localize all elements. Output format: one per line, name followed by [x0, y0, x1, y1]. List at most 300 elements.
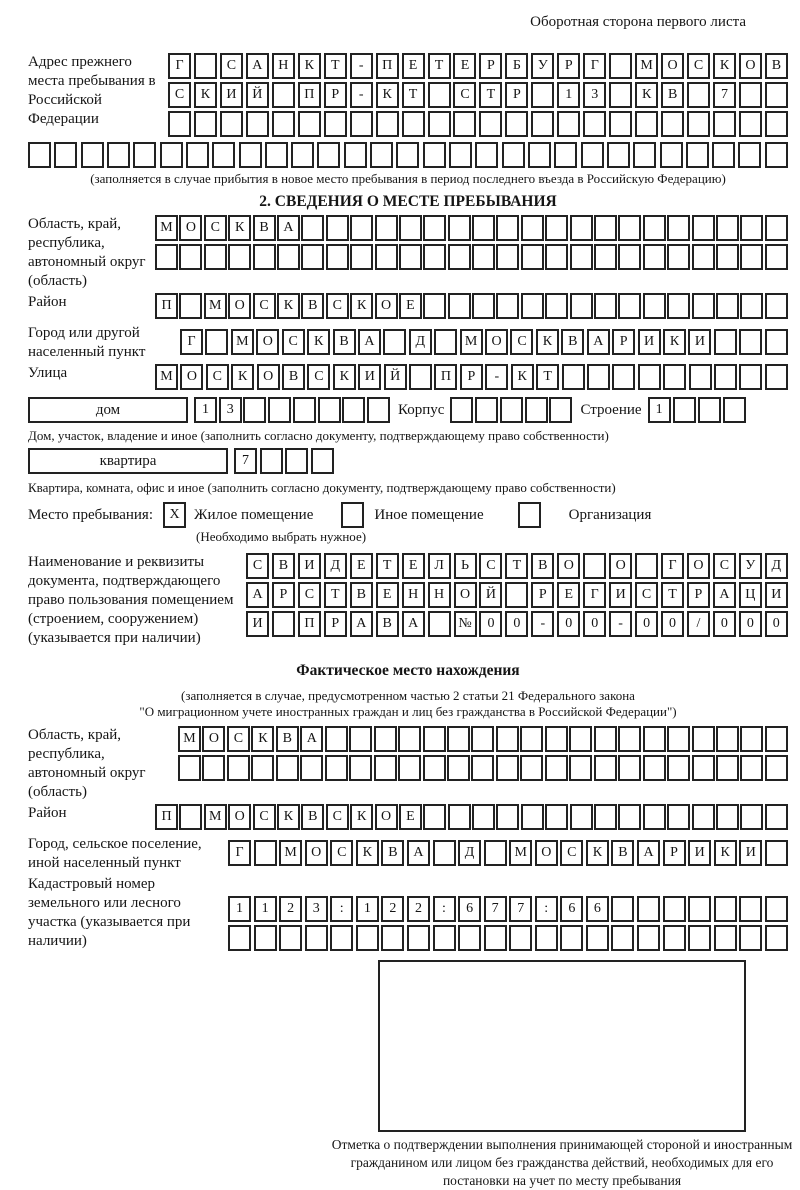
char-box[interactable]: Ь	[454, 553, 477, 579]
char-box[interactable]	[484, 840, 507, 866]
char-box[interactable]: -	[609, 611, 632, 637]
char-box[interactable]: С	[282, 329, 305, 355]
char-box[interactable]: О	[609, 553, 632, 579]
char-box[interactable]	[549, 397, 572, 423]
char-box[interactable]: М	[178, 726, 201, 752]
char-box[interactable]: С	[227, 726, 250, 752]
char-box[interactable]	[560, 925, 583, 951]
char-box[interactable]: /	[687, 611, 710, 637]
char-box[interactable]	[586, 925, 609, 951]
char-box[interactable]: О	[485, 329, 508, 355]
char-box[interactable]: В	[301, 293, 324, 319]
char-box[interactable]	[637, 925, 660, 951]
char-box[interactable]: 6	[560, 896, 583, 922]
char-box[interactable]: Е	[376, 582, 399, 608]
char-box[interactable]: К	[635, 82, 658, 108]
char-box[interactable]	[740, 244, 763, 270]
char-box[interactable]	[692, 755, 715, 781]
char-box[interactable]	[227, 755, 250, 781]
char-box[interactable]: К	[307, 329, 330, 355]
char-box[interactable]: О	[687, 553, 710, 579]
char-box[interactable]: 0	[739, 611, 762, 637]
char-box[interactable]: В	[276, 726, 299, 752]
char-box[interactable]: И	[739, 840, 762, 866]
char-box[interactable]: К	[356, 840, 379, 866]
char-box[interactable]: А	[713, 582, 736, 608]
char-box[interactable]: 7	[713, 82, 736, 108]
char-box[interactable]: Ц	[739, 582, 762, 608]
char-box[interactable]: :	[535, 896, 558, 922]
char-box[interactable]	[300, 755, 323, 781]
char-box[interactable]	[496, 726, 519, 752]
char-box[interactable]	[423, 215, 446, 241]
char-box[interactable]	[638, 364, 661, 390]
char-box[interactable]	[194, 111, 217, 137]
char-box[interactable]	[447, 726, 470, 752]
char-box[interactable]	[765, 329, 788, 355]
char-box[interactable]	[633, 142, 656, 168]
char-box[interactable]	[186, 142, 209, 168]
char-box[interactable]	[569, 755, 592, 781]
char-box[interactable]: А	[587, 329, 610, 355]
char-box[interactable]	[570, 215, 593, 241]
char-box[interactable]	[739, 925, 762, 951]
char-box[interactable]: В	[661, 82, 684, 108]
char-box[interactable]: С	[253, 293, 276, 319]
char-box[interactable]: Н	[402, 582, 425, 608]
char-box[interactable]: И	[765, 582, 788, 608]
char-box[interactable]: С	[298, 582, 321, 608]
char-box[interactable]: В	[282, 364, 305, 390]
char-box[interactable]	[687, 82, 710, 108]
char-box[interactable]	[254, 840, 277, 866]
char-box[interactable]: О	[257, 364, 280, 390]
char-box[interactable]	[433, 840, 456, 866]
char-box[interactable]: 0	[583, 611, 606, 637]
char-box[interactable]	[545, 755, 568, 781]
char-box[interactable]	[81, 142, 104, 168]
char-box[interactable]	[325, 755, 348, 781]
char-box[interactable]: М	[155, 215, 178, 241]
char-box[interactable]: Д	[765, 553, 788, 579]
char-box[interactable]	[618, 804, 641, 830]
char-box[interactable]: К	[376, 82, 399, 108]
char-box[interactable]	[723, 397, 746, 423]
stay-type-checkbox-other[interactable]	[341, 502, 364, 528]
char-box[interactable]	[349, 726, 372, 752]
char-box[interactable]	[545, 293, 568, 319]
char-box[interactable]	[326, 244, 349, 270]
char-box[interactable]: К	[333, 364, 356, 390]
char-box[interactable]	[317, 142, 340, 168]
char-box[interactable]	[265, 142, 288, 168]
char-box[interactable]: О	[228, 804, 251, 830]
char-box[interactable]	[765, 755, 788, 781]
char-box[interactable]: У	[531, 53, 554, 79]
char-box[interactable]: 0	[557, 611, 580, 637]
char-box[interactable]	[611, 925, 634, 951]
char-box[interactable]	[618, 755, 641, 781]
char-box[interactable]	[687, 111, 710, 137]
char-box[interactable]	[663, 925, 686, 951]
char-box[interactable]: Й	[246, 82, 269, 108]
char-box[interactable]: В	[765, 53, 788, 79]
char-box[interactable]: В	[253, 215, 276, 241]
char-box[interactable]: А	[246, 53, 269, 79]
char-box[interactable]: С	[453, 82, 476, 108]
char-box[interactable]: :	[433, 896, 456, 922]
char-box[interactable]	[692, 244, 715, 270]
char-box[interactable]	[569, 726, 592, 752]
char-box[interactable]: -	[485, 364, 508, 390]
char-box[interactable]: О	[179, 215, 202, 241]
char-box[interactable]: К	[586, 840, 609, 866]
char-box[interactable]	[609, 111, 632, 137]
char-box[interactable]: Т	[536, 364, 559, 390]
char-box[interactable]: 2	[407, 896, 430, 922]
char-box[interactable]	[447, 755, 470, 781]
char-box[interactable]	[448, 804, 471, 830]
char-box[interactable]	[765, 804, 788, 830]
char-box[interactable]	[349, 755, 372, 781]
char-box[interactable]: К	[251, 726, 274, 752]
char-box[interactable]	[179, 804, 202, 830]
char-box[interactable]: 3	[305, 896, 328, 922]
char-box[interactable]	[448, 244, 471, 270]
char-box[interactable]	[254, 925, 277, 951]
char-box[interactable]: М	[204, 293, 227, 319]
char-box[interactable]	[739, 329, 762, 355]
char-box[interactable]: К	[350, 293, 373, 319]
char-box[interactable]: 0	[479, 611, 502, 637]
char-box[interactable]: Б	[505, 53, 528, 79]
char-box[interactable]	[554, 142, 577, 168]
char-box[interactable]: О	[375, 293, 398, 319]
char-box[interactable]	[740, 293, 763, 319]
char-box[interactable]	[688, 896, 711, 922]
char-box[interactable]	[663, 896, 686, 922]
char-box[interactable]	[398, 726, 421, 752]
char-box[interactable]	[228, 925, 251, 951]
char-box[interactable]: О	[557, 553, 580, 579]
char-box[interactable]	[423, 726, 446, 752]
char-box[interactable]	[212, 142, 235, 168]
char-box[interactable]	[739, 111, 762, 137]
char-box[interactable]	[739, 364, 762, 390]
char-box[interactable]: Т	[661, 582, 684, 608]
char-box[interactable]	[660, 142, 683, 168]
char-box[interactable]	[409, 364, 432, 390]
char-box[interactable]	[667, 755, 690, 781]
char-box[interactable]	[228, 244, 251, 270]
char-box[interactable]	[545, 244, 568, 270]
char-box[interactable]	[714, 925, 737, 951]
char-box[interactable]	[28, 142, 51, 168]
char-box[interactable]	[423, 244, 446, 270]
char-box[interactable]	[277, 244, 300, 270]
char-box[interactable]: Г	[661, 553, 684, 579]
char-box[interactable]: Р	[324, 611, 347, 637]
char-box[interactable]	[716, 215, 739, 241]
char-box[interactable]: М	[635, 53, 658, 79]
char-box[interactable]: 2	[381, 896, 404, 922]
char-box[interactable]	[739, 896, 762, 922]
char-box[interactable]: 1	[254, 896, 277, 922]
char-box[interactable]: Е	[399, 804, 422, 830]
char-box[interactable]	[423, 293, 446, 319]
char-box[interactable]: Е	[557, 582, 580, 608]
char-box[interactable]: Т	[505, 553, 528, 579]
char-box[interactable]	[713, 111, 736, 137]
char-box[interactable]: А	[300, 726, 323, 752]
char-box[interactable]	[220, 111, 243, 137]
char-box[interactable]	[509, 925, 532, 951]
char-box[interactable]: К	[277, 804, 300, 830]
char-box[interactable]	[448, 215, 471, 241]
char-box[interactable]: И	[609, 582, 632, 608]
char-box[interactable]: К	[536, 329, 559, 355]
char-box[interactable]	[667, 804, 690, 830]
char-box[interactable]: В	[381, 840, 404, 866]
char-box[interactable]: К	[350, 804, 373, 830]
char-box[interactable]: С	[326, 293, 349, 319]
char-box[interactable]	[505, 111, 528, 137]
char-box[interactable]: М	[460, 329, 483, 355]
char-box[interactable]	[398, 755, 421, 781]
char-box[interactable]	[375, 215, 398, 241]
char-box[interactable]	[243, 397, 266, 423]
char-box[interactable]	[350, 215, 373, 241]
char-box[interactable]	[260, 448, 283, 474]
char-box[interactable]	[471, 755, 494, 781]
char-box[interactable]: И	[298, 553, 321, 579]
char-box[interactable]: О	[454, 582, 477, 608]
char-box[interactable]: Т	[428, 53, 451, 79]
char-box[interactable]	[505, 582, 528, 608]
char-box[interactable]: О	[661, 53, 684, 79]
char-box[interactable]: А	[402, 611, 425, 637]
char-box[interactable]	[396, 142, 419, 168]
char-box[interactable]: Р	[272, 582, 295, 608]
char-box[interactable]	[688, 925, 711, 951]
char-box[interactable]	[179, 244, 202, 270]
char-box[interactable]	[765, 726, 788, 752]
char-box[interactable]: О	[256, 329, 279, 355]
char-box[interactable]: 1	[356, 896, 379, 922]
char-box[interactable]	[637, 896, 660, 922]
char-box[interactable]: 1	[648, 397, 671, 423]
char-box[interactable]: Т	[402, 82, 425, 108]
char-box[interactable]	[618, 293, 641, 319]
char-box[interactable]	[448, 293, 471, 319]
char-box[interactable]	[570, 293, 593, 319]
char-box[interactable]	[376, 111, 399, 137]
char-box[interactable]: С	[206, 364, 229, 390]
char-box[interactable]	[318, 397, 341, 423]
char-box[interactable]: -	[350, 53, 373, 79]
char-box[interactable]: Г	[583, 53, 606, 79]
char-box[interactable]	[298, 111, 321, 137]
char-box[interactable]	[535, 925, 558, 951]
char-box[interactable]	[133, 142, 156, 168]
char-box[interactable]	[496, 244, 519, 270]
char-box[interactable]	[545, 726, 568, 752]
char-box[interactable]	[475, 397, 498, 423]
char-box[interactable]	[716, 755, 739, 781]
char-box[interactable]: И	[220, 82, 243, 108]
char-box[interactable]	[500, 397, 523, 423]
char-box[interactable]	[607, 142, 630, 168]
char-box[interactable]: -	[531, 611, 554, 637]
char-box[interactable]: Д	[324, 553, 347, 579]
char-box[interactable]	[521, 215, 544, 241]
char-box[interactable]	[738, 142, 761, 168]
char-box[interactable]: П	[376, 53, 399, 79]
char-box[interactable]: Р	[479, 53, 502, 79]
char-box[interactable]	[594, 215, 617, 241]
char-box[interactable]	[433, 925, 456, 951]
char-box[interactable]	[374, 726, 397, 752]
char-box[interactable]	[716, 726, 739, 752]
char-box[interactable]: 0	[765, 611, 788, 637]
char-box[interactable]: 1	[228, 896, 251, 922]
char-box[interactable]	[428, 82, 451, 108]
char-box[interactable]: И	[246, 611, 269, 637]
char-box[interactable]	[765, 244, 788, 270]
char-box[interactable]	[698, 397, 721, 423]
char-box[interactable]	[383, 329, 406, 355]
char-box[interactable]	[344, 142, 367, 168]
char-box[interactable]	[423, 755, 446, 781]
char-box[interactable]	[663, 364, 686, 390]
char-box[interactable]: М	[279, 840, 302, 866]
char-box[interactable]	[618, 215, 641, 241]
char-box[interactable]	[643, 804, 666, 830]
char-box[interactable]: У	[739, 553, 762, 579]
char-box[interactable]	[531, 82, 554, 108]
char-box[interactable]: И	[358, 364, 381, 390]
char-box[interactable]: К	[663, 329, 686, 355]
char-box[interactable]	[279, 925, 302, 951]
char-box[interactable]	[740, 804, 763, 830]
char-box[interactable]	[716, 804, 739, 830]
char-box[interactable]	[305, 925, 328, 951]
char-box[interactable]: Р	[557, 53, 580, 79]
char-box[interactable]	[609, 82, 632, 108]
char-box[interactable]	[407, 925, 430, 951]
char-box[interactable]: Л	[428, 553, 451, 579]
char-box[interactable]	[667, 726, 690, 752]
char-box[interactable]	[528, 142, 551, 168]
char-box[interactable]	[272, 611, 295, 637]
char-box[interactable]: К	[511, 364, 534, 390]
char-box[interactable]: К	[277, 293, 300, 319]
char-box[interactable]: Е	[402, 553, 425, 579]
char-box[interactable]: С	[510, 329, 533, 355]
char-box[interactable]	[168, 111, 191, 137]
char-box[interactable]	[502, 142, 525, 168]
char-box[interactable]: И	[688, 840, 711, 866]
char-box[interactable]: Е	[402, 53, 425, 79]
char-box[interactable]	[570, 244, 593, 270]
char-box[interactable]	[475, 142, 498, 168]
char-box[interactable]: Н	[428, 582, 451, 608]
char-box[interactable]: Т	[376, 553, 399, 579]
char-box[interactable]: П	[434, 364, 457, 390]
char-box[interactable]	[272, 82, 295, 108]
char-box[interactable]: Е	[350, 553, 373, 579]
char-box[interactable]	[667, 244, 690, 270]
char-box[interactable]	[643, 244, 666, 270]
char-box[interactable]	[635, 553, 658, 579]
char-box[interactable]: К	[194, 82, 217, 108]
char-box[interactable]	[765, 925, 788, 951]
char-box[interactable]: 7	[234, 448, 257, 474]
char-box[interactable]: 1	[557, 82, 580, 108]
char-box[interactable]: К	[713, 53, 736, 79]
char-box[interactable]	[531, 111, 554, 137]
char-box[interactable]: С	[560, 840, 583, 866]
char-box[interactable]	[618, 244, 641, 270]
char-box[interactable]	[458, 925, 481, 951]
char-box[interactable]	[692, 804, 715, 830]
char-box[interactable]	[291, 142, 314, 168]
char-box[interactable]	[496, 804, 519, 830]
char-box[interactable]: С	[307, 364, 330, 390]
char-box[interactable]: С	[479, 553, 502, 579]
char-box[interactable]: Г	[583, 582, 606, 608]
char-box[interactable]	[311, 448, 334, 474]
char-box[interactable]	[643, 293, 666, 319]
char-box[interactable]: 0	[713, 611, 736, 637]
char-box[interactable]	[643, 215, 666, 241]
char-box[interactable]	[611, 896, 634, 922]
char-box[interactable]: А	[277, 215, 300, 241]
char-box[interactable]	[276, 755, 299, 781]
house-type-box[interactable]: дом	[28, 397, 188, 423]
char-box[interactable]	[594, 804, 617, 830]
char-box[interactable]	[350, 111, 373, 137]
char-box[interactable]	[496, 215, 519, 241]
char-box[interactable]	[472, 293, 495, 319]
char-box[interactable]	[253, 244, 276, 270]
char-box[interactable]	[594, 293, 617, 319]
char-box[interactable]: 0	[661, 611, 684, 637]
char-box[interactable]: О	[305, 840, 328, 866]
char-box[interactable]	[54, 142, 77, 168]
char-box[interactable]	[686, 142, 709, 168]
char-box[interactable]: 6	[458, 896, 481, 922]
char-box[interactable]	[583, 553, 606, 579]
char-box[interactable]	[581, 142, 604, 168]
char-box[interactable]: 3	[583, 82, 606, 108]
char-box[interactable]	[740, 755, 763, 781]
char-box[interactable]: -	[350, 82, 373, 108]
char-box[interactable]: Т	[324, 582, 347, 608]
char-box[interactable]: 1	[194, 397, 217, 423]
char-box[interactable]: С	[635, 582, 658, 608]
char-box[interactable]: Р	[663, 840, 686, 866]
char-box[interactable]: В	[350, 582, 373, 608]
char-box[interactable]	[399, 244, 422, 270]
char-box[interactable]: В	[272, 553, 295, 579]
char-box[interactable]: В	[561, 329, 584, 355]
apartment-type-box[interactable]: квартира	[28, 448, 228, 474]
char-box[interactable]	[635, 111, 658, 137]
char-box[interactable]	[714, 364, 737, 390]
char-box[interactable]: А	[358, 329, 381, 355]
char-box[interactable]: П	[298, 82, 321, 108]
